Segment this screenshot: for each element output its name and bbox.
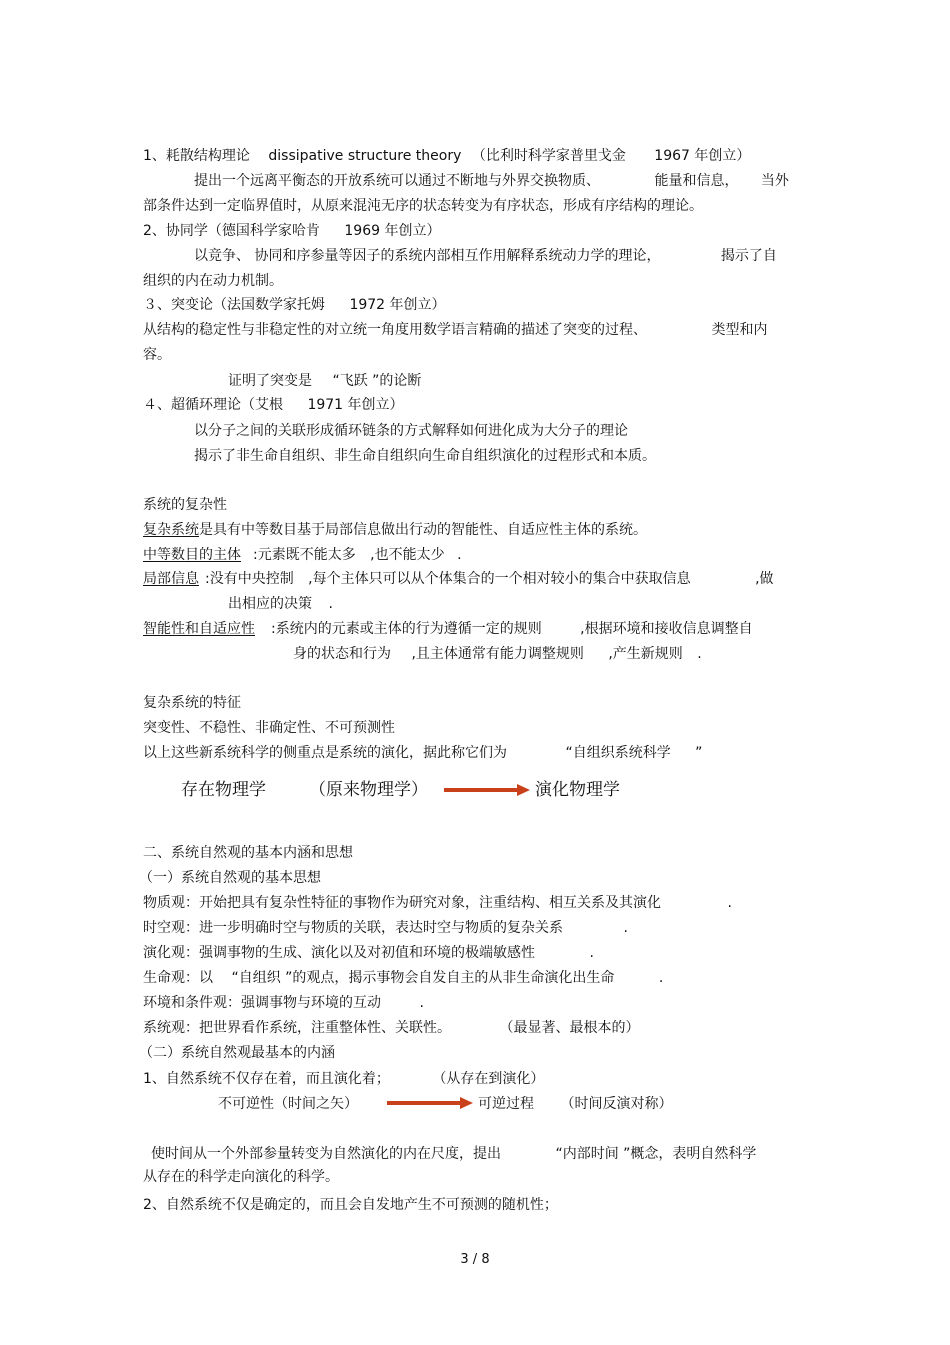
complexity-local-info-line1 [143, 570, 774, 588]
text: （最显著、最根本的） [499, 1020, 640, 1036]
section2-title: 2、协同学（德国科学家哈肯 [143, 223, 320, 239]
text: 1、自然系统不仅存在着，而且演化着； [143, 1071, 390, 1087]
text: ,根据环境和接收信息调整自 [580, 621, 753, 637]
internal-time-line1 [151, 1145, 756, 1163]
view-spacetime [143, 919, 628, 937]
text: . [623, 920, 628, 936]
section4-heading [143, 396, 404, 414]
section3-para-line3 [228, 372, 421, 390]
connotation-2: 2、自然系统不仅是确定的，而且会自发地产生不可预测的随机性； [143, 1197, 558, 1213]
section2-year: 1969 年创立） [344, 223, 441, 239]
text: 时空观：进一步明确时空与物质的关联，表达时空与物质的复杂关系 [143, 920, 563, 936]
text: “内部时间 ”概念，表明自然科学 [555, 1146, 757, 1162]
section3-para-line2: 容。 [143, 347, 171, 363]
text: 揭示了自 [720, 248, 777, 264]
text: 从结构的稳定性与非稳定性的对立统一角度用数学语言精确的描述了突变的过程、 [143, 322, 647, 338]
section4-para-line1: 以分子之间的关联形成循环链条的方式解释如何进化成为大分子的理论 [194, 423, 628, 439]
complexity-intelligence-line1 [143, 620, 753, 638]
section1-title: 1、耗散结构理论 [143, 148, 250, 164]
complexity-intelligence-line2 [293, 645, 702, 663]
term: 智能性和自适应性 [143, 621, 255, 637]
complexity-medium-number [143, 546, 462, 564]
text: 物质观：开始把具有复杂性特征的事物作为研究对象，注重结构、相互关系及其演化 [143, 895, 661, 911]
text: :没有中央控制 [205, 571, 294, 587]
features-list: 突变性、不稳性、非确定性、不可预测性 [143, 720, 395, 736]
section1-para-line2: 部条件达到一定临界值时，从原来混沌无序的状态转变为有序状态，形成有序结构的理论。 [143, 198, 703, 214]
text: ” [695, 745, 703, 761]
text: “自组织 ”的观点，揭示事物会自发自主的从非生命演化出生命 [231, 970, 615, 986]
text: 提出一个远离平衡态的开放系统可以通过不断地与外界交换物质、 [194, 173, 600, 189]
part2-title: 二、系统自然观的基本内涵和思想 [143, 845, 353, 861]
text: （时间反演对称） [560, 1096, 673, 1112]
section4-title: ４、超循环理论（艾根 [143, 397, 283, 413]
view-evolution [143, 944, 594, 962]
complexity-definition [143, 521, 647, 539]
view-life [143, 969, 663, 987]
reversible-process [478, 1095, 672, 1113]
text: . [697, 646, 702, 662]
text: ,每个主体只可以从个体集合的一个相对较小的集合中获取信息 [308, 571, 691, 587]
section2-para-line1 [194, 247, 777, 265]
physics-original: （原来物理学） [309, 780, 428, 800]
term: 局部信息 [143, 571, 199, 587]
section1-para-line1 [194, 172, 789, 190]
physics-existence: 存在物理学 [181, 780, 266, 800]
section1-english-title: dissipative structure theory [268, 148, 462, 164]
arrow-right-icon [444, 784, 530, 796]
section1-heading [143, 147, 750, 165]
section2-para-line2: 组织的内在动力机制。 [143, 273, 283, 289]
features-title: 复杂系统的特征 [143, 695, 241, 711]
text: “飞跃 ”的论断 [332, 373, 422, 389]
arrow-right-icon [387, 1097, 473, 1109]
text: . [328, 596, 333, 612]
section4-year: 1971 年创立） [307, 397, 404, 413]
text: . [457, 547, 462, 563]
term: 复杂系统 [143, 522, 199, 538]
text: 类型和内 [711, 322, 768, 338]
physics-evolution: 演化物理学 [535, 780, 620, 800]
text: 以上这些新系统科学的侧重点是系统的演化，据此称它们为 [143, 745, 507, 761]
text: 环境和条件观：强调事物与环境的互动 [143, 995, 381, 1011]
complexity-title: 系统的复杂性 [143, 497, 227, 513]
text: 能量和信息， [654, 173, 739, 189]
section3-title: ３、突变论（法国数学家托姆 [143, 297, 325, 313]
connotation-1 [143, 1070, 544, 1088]
features-summary [143, 744, 702, 762]
text: 演化观：强调事物的生成、演化以及对初值和环境的极端敏感性 [143, 945, 535, 961]
text: ,且主体通常有能力调整规则 [411, 646, 584, 662]
text: 证明了突变是 [228, 373, 312, 389]
section3-year: 1972 年创立） [349, 297, 446, 313]
irreversibility: 不可逆性（时间之矢） [218, 1096, 358, 1112]
text: :元素既不能太多 [253, 547, 356, 563]
text: 出相应的决策 [228, 596, 312, 612]
text: 是具有中等数目基于局部信息做出行动的智能性、自适应性主体的系统。 [199, 522, 647, 538]
text: 生命观：以 [143, 970, 213, 986]
text: :系统内的元素或主体的行为遵循一定的规则 [271, 621, 542, 637]
part2-subtitle2: （二）系统自然观最基本的内涵 [139, 1045, 335, 1061]
text: 身的状态和行为 [293, 646, 391, 662]
section3-heading [143, 296, 446, 314]
text: ,产生新规则 [608, 646, 683, 662]
section1-founder: （比利时科学家普里戈金 [471, 148, 626, 164]
part2-subtitle1: （一）系统自然观的基本思想 [139, 870, 321, 886]
section3-para-line1 [143, 321, 767, 339]
text: 可逆过程 [478, 1096, 534, 1112]
complexity-local-info-line2 [228, 595, 333, 613]
text: ,做 [755, 571, 774, 587]
text: “自组织系统科学 [565, 745, 671, 761]
text: . [727, 895, 732, 911]
section2-heading [143, 222, 440, 240]
section4-para-line2: 揭示了非生命自组织、非生命自组织向生命自组织演化的过程形式和本质。 [194, 448, 656, 464]
text: . [589, 945, 594, 961]
view-matter [143, 894, 732, 912]
text: （从存在到演化） [432, 1071, 545, 1087]
text: 当外 [760, 173, 789, 189]
text: . [419, 995, 424, 1011]
text: 使时间从一个外部参量转变为自然演化的内在尺度，提出 [151, 1146, 501, 1162]
text: ,也不能太少 [370, 547, 445, 563]
text: 系统观：把世界看作系统，注重整体性、关联性。 [143, 1020, 451, 1036]
view-system [143, 1019, 639, 1037]
section1-year: 1967 年创立） [654, 148, 751, 164]
text: 以竞争、 协同和序参量等因子的系统内部相互作用解释系统动力学的理论， [194, 248, 661, 264]
internal-time-line2: 从存在的科学走向演化的科学。 [143, 1169, 339, 1185]
text: . [658, 970, 664, 986]
page-number: 3 / 8 [460, 1252, 490, 1267]
view-environment [143, 994, 424, 1012]
term: 中等数目的主体 [143, 547, 241, 563]
